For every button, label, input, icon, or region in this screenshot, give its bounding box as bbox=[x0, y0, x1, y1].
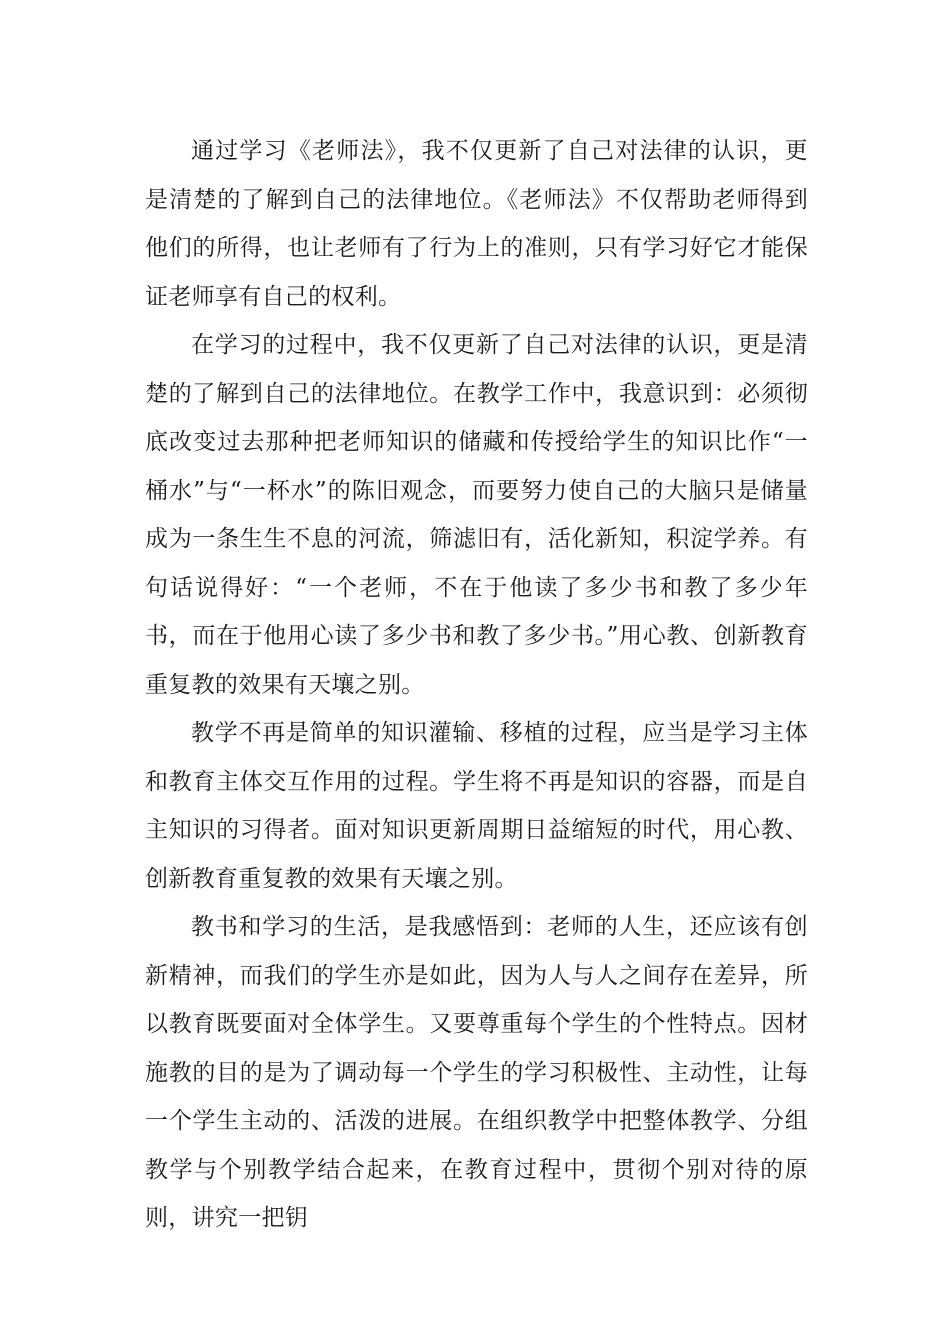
paragraph-1: 通过学习《老师法》，我不仅更新了自己对法律的认识，更是清楚的了解到自己的法律地位。《老师法》不仅帮助老师得到他们的所得，也让老师有了行为上的准则，只有学习好它才能保证老师享有自己的权利。 bbox=[145, 138, 808, 310]
paragraph-2: 在学习的过程中，我不仅更新了自己对法律的认识，更是清楚的了解到自己的法律地位。在教学工作中，我意识到：必须彻底改变过去那种把老师知识的储藏和传授给学生的知识比作“一桶水”与“一杯水”的陈旧观念，而要努力使自己的大脑只是储量成为一条生生不息的河流，筛滤旧有，活化新知，积淀学养。有句话说得好：“一个老师，不在于他读了多少书和教了多少年书，而在于他用心读了多少书和教了多少书。”用心教、创新教育重复教的效果有天壤之别。 bbox=[145, 332, 808, 698]
document-body bbox=[145, 127, 808, 1243]
paragraph-4: 教书和学习的生活，是我感悟到：老师的人生，还应该有创新精神，而我们的学生亦是如此，因为人与人之间存在差异，所以教育既要面对全体学生。又要尊重每个学生的个性特点。因材施教的目的是为了调动每一个学生的学习积极性、主动性，让每一个学生主动的、活泼的进展。在组织教学中把整体教学、分组教学与个别教学结合起来，在教育过程中，贯彻个别对待的原则，讲究一把钥 bbox=[145, 914, 808, 1231]
paragraph-3: 教学不再是简单的知识灌输、移植的过程，应当是学习主体和教育主体交互作用的过程。学生将不再是知识的容器，而是自主知识的习得者。面对知识更新周期日益缩短的时代，用心教、创新教育重复教的效果有天壤之别。 bbox=[145, 720, 808, 892]
